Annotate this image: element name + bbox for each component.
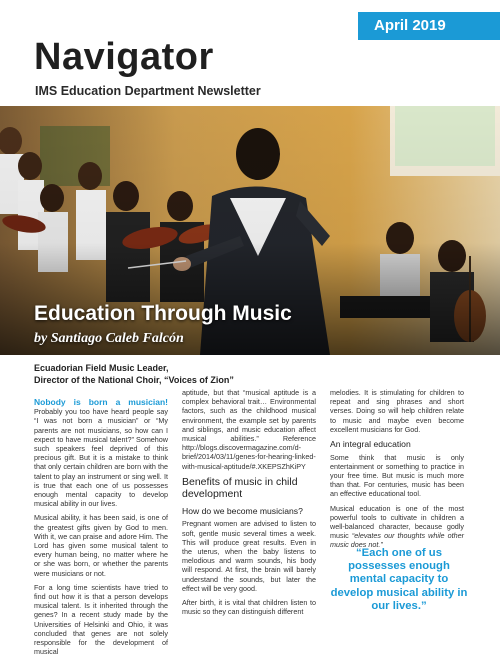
section-heading-benefits: Benefits of music in child development	[182, 475, 298, 501]
quoted-text: “elevates our thoughts while other music does not.”	[330, 531, 464, 550]
article-byline: by Santiago Caleb Falcón	[34, 331, 184, 346]
paragraph-text: Musical education is one of the most powerful tools to cultivate in children a well-balanced character, because godly music	[330, 503, 464, 541]
newsletter-subtitle: IMS Education Department Newsletter	[35, 84, 261, 98]
paragraph: For a long time scientists have tried to find out how it is that a person develops musical talent. Is it inherited through the genes? In a recent study made by the Universities of Helsinki and Ohio, it was concluded that genes are not solely responsible for the development of musical	[34, 582, 168, 657]
paragraph: After birth, it is vital that children listen to music so they can distinguish different	[182, 597, 316, 617]
article-headline: Education Through Music	[34, 302, 292, 325]
paragraph: Musical ability, it has been said, is one of the greatest gifts given by God to men. With it, we can praise and adore Him. The Lord has given some musical talent to every human being, no matter where he or she was born, or whether the parents were musicians or not.	[34, 513, 168, 578]
newsletter-header	[0, 0, 500, 106]
paragraph-text: Probably you too have heard people say “I was not born a musician” or “My parents are not musicians, so how can I expect to have musical talent?” Somehow such speakers feel deprived of this precious gift. But it is a mistake to think that only certain children are born with the talent to play an instrument or sing well. It is true that each one of us possesses enough mental capacity to develop musical ability in our lives.	[34, 407, 168, 509]
pull-quote: “Each one of us possesses enough mental capacity to develop musical ability in our lives.”	[330, 547, 468, 612]
paragraph: Pregnant women are advised to listen to soft, gentle music several times a week. This will produce great results. Even in the uterus, when the baby listens to melodious and warm sounds, his body will respond. At first, the brain will barely understand the sounds, but later the effect will be very good.	[182, 519, 316, 593]
newsletter-title: Navigator	[34, 36, 214, 78]
author-role-line-1: Ecuadorian Field Music Leader,	[34, 363, 169, 373]
article-column-2	[182, 388, 316, 621]
lead-in-text: Nobody is born a musician!	[34, 397, 168, 407]
author-role-line-2: Director of the National Choir, “Voices of Zion”	[34, 374, 234, 385]
article-column-3	[330, 388, 464, 555]
paragraph	[34, 398, 168, 508]
subsection-heading-become-musicians: How do we become musicians?	[182, 505, 303, 516]
paragraph: melodies. It is stimulating for children to repeat and sing phrases and short verses. Doing so will help children relate to music and maybe even become excellent musicians for God.	[330, 388, 464, 434]
article-column-1	[34, 398, 168, 661]
subsection-heading-integral-education: An integral education	[330, 439, 411, 450]
paragraph	[330, 504, 464, 550]
hero-photo	[0, 106, 500, 355]
issue-date-badge: April 2019	[358, 12, 500, 40]
paragraph: Some think that music is only entertainment or something to practice in your free time. But music is much more than that. For centuries, music has been an effective educational tool.	[330, 452, 464, 499]
paragraph: aptitude, but that “musical aptitude is a complex behavioral trait… Environmental factors, such as the childhood musical environment, the example set by parents and siblings, and music education affect musical abilities.” Reference http://blogs.discovermagazine.com/d-brief/2014/03/11/genes-for-hearing-linked-with-musical-aptitude/#.XKEPSZhKiPY	[182, 388, 316, 471]
author-credentials	[34, 363, 314, 386]
